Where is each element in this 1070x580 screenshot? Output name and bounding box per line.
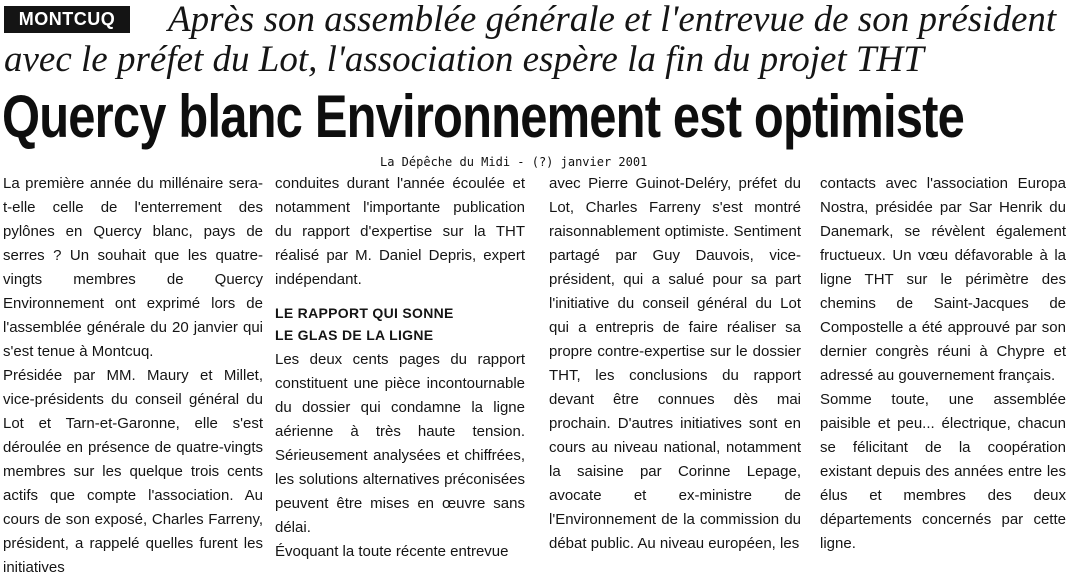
- section-heading-line-1: LE RAPPORT QUI SONNE: [275, 305, 454, 321]
- paragraph: Évoquant la toute récente entrevue: [275, 543, 509, 560]
- section-heading-line-2: LE GLAS DE LA LIGNE: [275, 327, 434, 343]
- article-column-1: [3, 172, 263, 576]
- article-column-2: [275, 172, 525, 560]
- section-kicker: MONTCUQ: [4, 6, 130, 33]
- article-column-3: [549, 172, 801, 555]
- paragraph: conduites durant l'année écoulée et notamment l'importante publication du rapport d'expertise sur la THT réalisé par M. Daniel Depris, expert indépendant.: [275, 175, 525, 288]
- paragraph: La première année du millénaire sera-t-elle celle de l'enterrement des pylônes en Quercy blanc, pays de serres ? Un souhait que les quatre-vingts membres de Quercy Environnement ont exprimé lors de l'assemblée générale du 20 janvier qui s'est tenue à Montcuq.: [3, 175, 263, 360]
- paragraph: contacts avec l'association Europa Nostra, présidée par Sar Henrik du Danemark, se révèlent également fructueux. Un vœu défavorable à la ligne THT sur le périmètre des chemins de Saint-Jacques de Compostelle a été approuvé par son dernier congrès réuni à Chypre et adressé au gouvernement français.: [820, 175, 1066, 384]
- section-heading: [275, 302, 525, 346]
- subtitle-line-1: Après son assemblée générale et l'entrevue de son président: [168, 0, 1057, 40]
- paragraph: avec Pierre Guinot-Deléry, préfet du Lot, Charles Farreny s'est montré raisonnablement optimiste. Sentiment partagé par Guy Dauvois, vice-président, qui a salué pour sa part l'initiative du conseil général du Lot qui a entrepris de faire réaliser sa propre contre-expertise sur le dossier THT, les conclusions du rapport devant être connues dès mai prochain. D'autres initiatives sont en cours au niveau national, notamment la saisine par Corinne Lepage, avocate et ex-ministre de l'Environnement de la commission du débat public. Au niveau européen, les: [549, 175, 801, 552]
- subtitle-line-2: avec le préfet du Lot, l'association espère la fin du projet THT: [4, 39, 924, 80]
- article-subtitle: [4, 0, 1068, 80]
- source-caption: La Dépêche du Midi - (?) janvier 2001: [380, 155, 648, 169]
- article-headline: Quercy blanc Environnement est optimiste: [2, 83, 964, 150]
- paragraph: Somme toute, une assemblée paisible et peu... électrique, chacun se félicitant de la coopération existant depuis des années entre les élus et membres des deux départements concernés par cette ligne.: [820, 391, 1066, 552]
- paragraph: Les deux cents pages du rapport constituent une pièce incontournable du dossier qui condamne la ligne aérienne à très haute tension. Sérieusement analysées et chiffrées, les solutions alternatives préconisées peuvent être mises en œuvre sans délai.: [275, 351, 525, 536]
- article-column-4: [820, 172, 1066, 555]
- paragraph: Présidée par MM. Maury et Millet, vice-présidents du conseil général du Lot et Tarn-et-Garonne, elle s'est déroulée en présence de quatre-vingts membres sur les quelque trois cents actifs que compte l'association. Au cours de son exposé, Charles Farreny, président, a rappelé quelles furent les initiatives: [3, 367, 263, 576]
